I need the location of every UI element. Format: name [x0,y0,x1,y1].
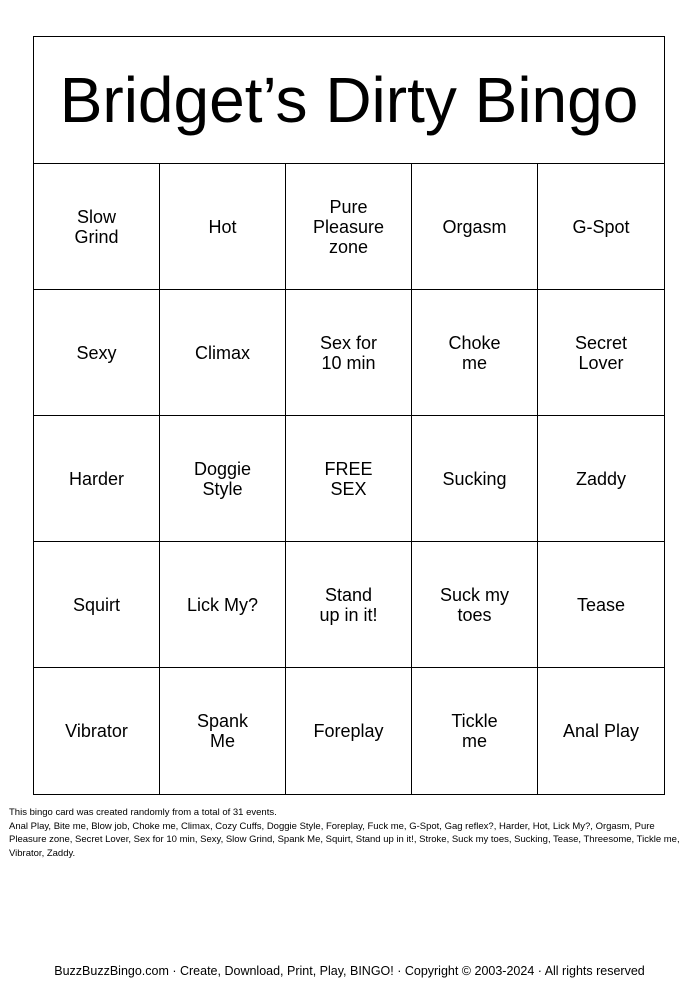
footer: BuzzBuzzBingo.com · Create, Download, Print, Play, BINGO! · Copyright © 2003-2024 · All rights reserved [54,964,645,978]
bingo-cell: Squirt [34,542,160,668]
bingo-cell: Vibrator [34,668,160,794]
title-row [34,37,664,164]
bingo-cell: Secret Lover [538,290,664,416]
bingo-cell: Suck my toes [412,542,538,668]
note-summary: This bingo card was created randomly from a total of 31 events. [9,807,277,818]
bingo-cell: Choke me [412,290,538,416]
bingo-cell: Sexy [34,290,160,416]
bingo-cell: Tickle me [412,668,538,794]
event-note [9,806,685,860]
note-event-list: Anal Play, Bite me, Blow job, Choke me, Climax, Cozy Cuffs, Doggie Style, Foreplay, Fuck me, G-Spot, Gag reflex?, Harder, Hot, Lick My?, Orgasm, Pure Pleasure zone, Secret Lover, Sex for 10 min, Sexy, Slow Grind, Spank Me, Squirt, Stand up in it!, Stroke, Suck my toes, Sucking, Tease, Threesome, Tickle me, Vibrator, Zaddy. [9,820,680,859]
bingo-cell: Zaddy [538,416,664,542]
bingo-cell: Orgasm [412,164,538,290]
bingo-cell: Anal Play [562,721,640,741]
bingo-cell: Harder [34,416,160,542]
bingo-card [33,36,665,795]
bingo-cell-free: FREE SEX [286,416,412,542]
bingo-cell: Sucking [412,416,538,542]
bingo-cell: Sex for 10 min [286,290,412,416]
card-title: Bridget’s Dirty Bingo [59,64,639,136]
bingo-cell: Stand up in it! [286,542,412,668]
bingo-cell: Doggie Style [160,416,286,542]
bingo-cell: Hot [160,164,286,290]
bingo-grid [34,164,664,794]
bingo-cell: Climax [160,290,286,416]
bingo-cell: Slow Grind [34,164,160,290]
bingo-cell: Foreplay [286,668,412,794]
bingo-cell: Pure Pleasure zone [286,164,412,290]
bingo-cell: Lick My? [160,542,286,668]
bingo-cell: Tease [538,542,664,668]
bingo-cell: Spank Me [160,668,286,794]
bingo-cell: G-Spot [538,164,664,290]
